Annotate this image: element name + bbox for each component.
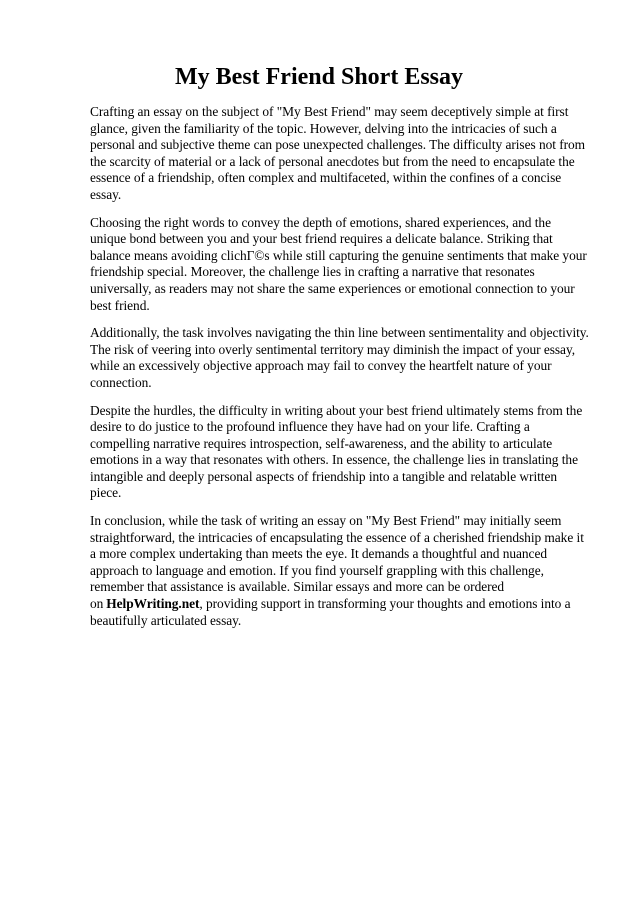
essay-body — [90, 104, 590, 640]
paragraph-5-text-before-link: In conclusion, while the task of writing an essay on "My Best Friend" may initially seem straightforward, the intricacies of encapsulating the essence of a cherished friendship make it a more complex undertaking than meets the eye. It demands a thoughtful and nuanced approach to language and emotion. If you find yourself grappling with this challenge, remember that assistance is available. Similar essays and more can be ordered on — [90, 513, 584, 612]
paragraph-5 — [90, 513, 590, 629]
paragraph-5-text-after-link: , providing support in transforming your thoughts and emotions into a beautifully articulated essay. — [90, 596, 571, 628]
paragraph-2: Choosing the right words to convey the depth of emotions, shared experiences, and the unique bond between you and your best friend requires a delicate balance. Striking that balance means avoiding clichГ©s while still capturing the genuine sentiments that make your friendship special. Moreover, the challenge lies in crafting a narrative that resonates universally, as readers may not share the same experiences or emotional connection to your best friend. — [90, 214, 587, 313]
page-title: My Best Friend Short Essay — [175, 64, 463, 90]
helpwriting-link[interactable]: HelpWriting.net — [106, 596, 200, 612]
paragraph-1: Crafting an essay on the subject of "My Best Friend" may seem deceptively simple at first glance, given the familiarity of the topic. However, delving into the intricacies of such a personal and subjective theme can pose unexpected challenges. The difficulty arises not from the scarcity of material or a lack of personal anecdotes but from the need to encapsulate the essence of a friendship, often complex and multifaceted, within the confines of a concise essay. — [90, 104, 586, 202]
paragraph-3: Additionally, the task involves navigating the thin line between sentimentality and objectivity. The risk of veering into overly sentimental territory may diminish the impact of your essay, while an excessively objective approach may fail to convey the heartfelt nature of your connection. — [90, 325, 589, 390]
paragraph-4: Despite the hurdles, the difficulty in writing about your best friend ultimately stems from the desire to do justice to the profound influence they have had on your life. Crafting a compelling narrative requires introspection, self-awareness, and the ability to articulate emotions in a way that resonates with others. In essence, the challenge lies in translating the intangible and deeply personal aspects of friendship into a tangible and relatable written piece. — [90, 402, 583, 501]
